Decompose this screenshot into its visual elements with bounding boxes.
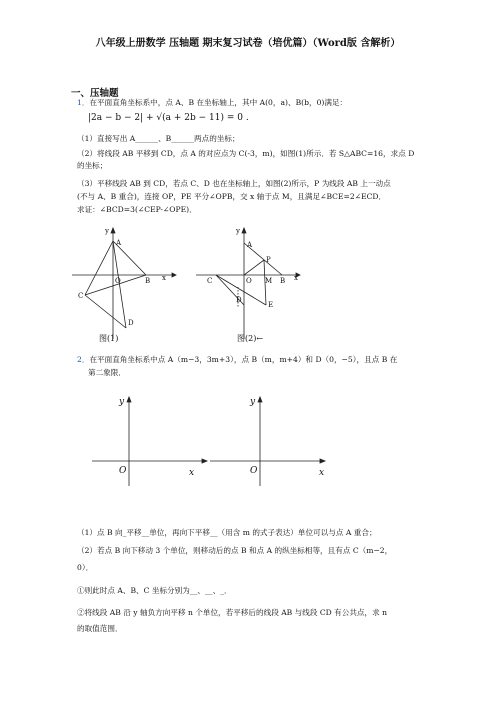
q1-stem	[77, 98, 347, 108]
q2-left-y-arrow	[127, 397, 131, 402]
fig1-label-o: O	[115, 277, 121, 285]
fig2-label-e: E	[268, 301, 274, 309]
q1-part3-line1: （3）平移线段 AB 到 CD，若点 C、D 也在坐标轴上，如图(2)所示，P 为线段 AB 上一动点	[77, 179, 391, 188]
q2-sub2-line1: ②将线段 AB 沿 y 轴负方向平移 n 个单位，若平移后的线段 AB 与线段 CD 有公共点，求 n	[77, 608, 388, 617]
q2-stem-text: 在平面直角坐标系中点 A（m−3，3m+3），点 B（m，m+4）和 D（0，−5），且点 B 在	[89, 355, 398, 364]
q2-part1: （1）点 B 向_平移__单位，再向下平移__（用含 m 的式子表达）单位可以与点 A 重合；	[77, 528, 377, 537]
q2-left-label-x: x	[189, 468, 195, 478]
fig1-segment-cd	[85, 295, 126, 328]
q1-part2-line1: （2）将线段 AB 平移到 CD，点 A 的对应点为 C(-3，m)，如图(1)所示．若 S△ABC=16，求点 D	[77, 149, 415, 158]
fig2-caption: 图(2)←	[237, 334, 264, 343]
q2-right-x-arrow	[320, 459, 325, 463]
q2-right-y-arrow	[258, 397, 262, 402]
fig2-label-m: M	[265, 277, 273, 285]
q2-left-label-y: y	[119, 397, 125, 407]
fig2-label-y: y	[236, 227, 240, 235]
fig2-label-c: C	[207, 277, 213, 285]
q2-blank-axes	[92, 390, 342, 486]
q2-number: 2．	[77, 355, 90, 364]
fig2-label-b: B	[280, 277, 286, 285]
section-heading: 一、压轴题	[71, 88, 119, 99]
q2-sub1: ①则此时点 A、B、C 坐标分别为__、__、_．	[77, 586, 232, 595]
fig1-caption: 图(1)	[99, 334, 119, 343]
q2-left-x-arrow	[202, 459, 207, 463]
q2-right-label-o: O	[250, 466, 258, 476]
page-title: 八年级上册数学 压轴题 期末复习试卷（培优篇）（Word版 含解析）	[95, 38, 401, 49]
fig2-segment-op	[244, 260, 264, 275]
fig1-x-arrow	[172, 273, 176, 277]
figure-1	[72, 225, 182, 343]
fig1-label-y: y	[105, 227, 109, 235]
q2-sub2-line2: 的取值范围．	[77, 624, 123, 633]
fig2-label-d: D	[236, 296, 242, 304]
q2-left-label-o: O	[119, 466, 127, 476]
fig1-label-x: x	[162, 274, 166, 282]
fig2-label-a: A	[247, 241, 253, 249]
q1-formula: |2a − b − 2| + √(a + 2b − 11) = 0 .	[88, 113, 249, 123]
q2-part2-line1: （2）若点 B 向下移动 3 个单位，则移动后的点 B 和点 A 的纵坐标相等，且有点 C（m−2，	[77, 546, 393, 555]
fig1-label-d: D	[128, 319, 134, 327]
q1-part3-line3: 求证：∠BCD=3(∠CEP-∠OPE)．	[77, 205, 197, 214]
q1-stem-text: 在平面直角坐标系中，点 A、B 在坐标轴上，其中 A(0，a)、B(b，0)满足：	[89, 98, 348, 107]
q2-stem-line1	[77, 355, 397, 365]
q2-right-label-y: y	[250, 397, 256, 407]
fig1-label-b: B	[145, 277, 151, 285]
fig1-label-c: C	[78, 292, 84, 300]
q1-part2-line2: 的坐标；	[77, 161, 108, 170]
q2-right-label-x: x	[319, 468, 325, 478]
q1-number: 1．	[77, 98, 90, 107]
fig1-label-a: A	[116, 239, 122, 247]
q2-part2-line2: 0）．	[77, 563, 94, 572]
q2-stem-line2: 第二象限．	[88, 368, 126, 377]
q1-part3-line2: (不与 A、B 重合)，连接 OP，PE 平分∠OPB，交 x 轴于点 M，且满足∠BCE=2∠ECD．	[77, 192, 387, 201]
fig2-label-p: P	[266, 256, 271, 264]
fig2-label-x: x	[294, 274, 298, 282]
q1-part1: （1）直接写出 A______、B______两点的坐标；	[77, 134, 240, 143]
fig2-y-arrow	[242, 228, 246, 233]
fig2-label-o: O	[246, 277, 252, 285]
figure-2	[196, 225, 304, 343]
fig1-y-arrow	[111, 228, 115, 233]
